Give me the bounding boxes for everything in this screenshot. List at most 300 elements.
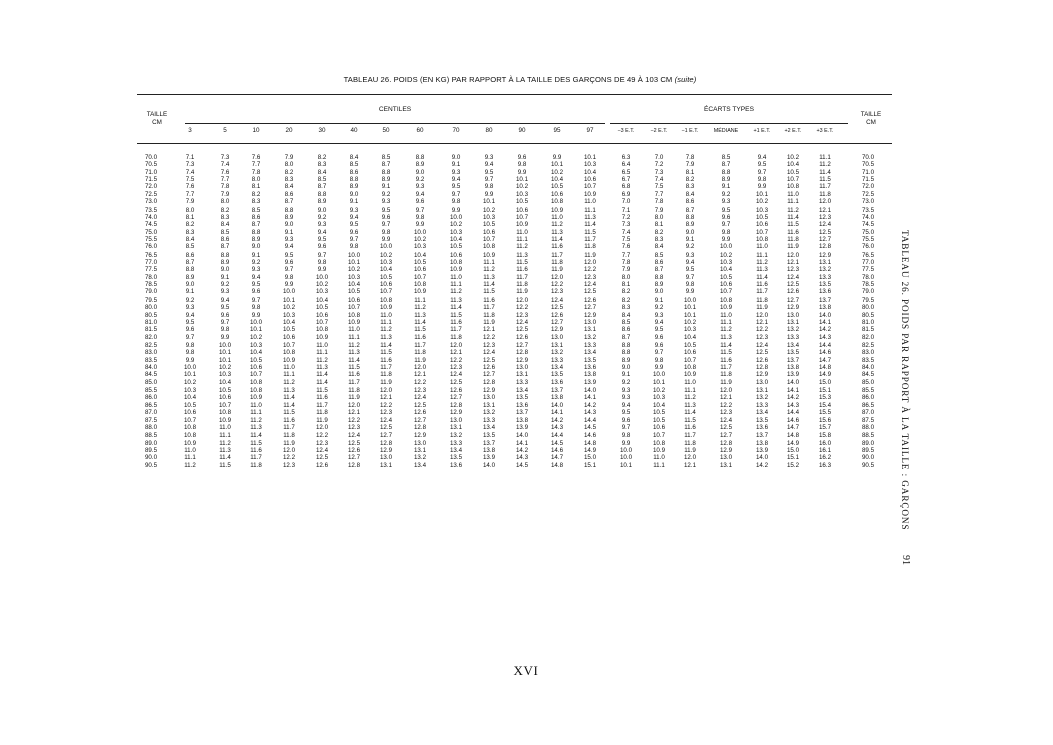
table-cell: 12.8 bbox=[379, 439, 393, 447]
table-cell: 7.7 bbox=[621, 251, 631, 259]
table-cell: 10.5 bbox=[719, 273, 733, 281]
table-cell: 81.0 bbox=[861, 318, 875, 326]
table-cell: 12.6 bbox=[413, 409, 427, 417]
table-cell: 12.9 bbox=[818, 251, 832, 259]
table-cell: 10.9 bbox=[413, 288, 427, 296]
table-cell: 11.8 bbox=[584, 243, 596, 251]
table-cell: 9.9 bbox=[251, 311, 261, 319]
table-cell: 11.9 bbox=[584, 251, 596, 259]
table-cell: 11.3 bbox=[283, 387, 295, 395]
table-cell: 8.6 bbox=[685, 198, 695, 206]
table-cell: 11.7 bbox=[348, 378, 360, 386]
table-cell: 11.5 bbox=[380, 349, 392, 357]
table-cell: 10.8 bbox=[755, 235, 769, 243]
table-cell: 78.5 bbox=[861, 281, 875, 289]
table-cell: 10.2 bbox=[218, 364, 232, 371]
table-cell: 10.3 bbox=[379, 259, 393, 266]
table-cell: 11.5 bbox=[483, 288, 495, 296]
table-cell: 9.7 bbox=[484, 176, 494, 184]
table-cell: 12.7 bbox=[413, 416, 427, 424]
table-cell: 10.8 bbox=[786, 183, 800, 191]
height-column-right bbox=[855, 154, 881, 469]
table-cell: 7.7 bbox=[185, 190, 195, 198]
table-cell: 8.7 bbox=[381, 161, 391, 169]
table-cell: 12.5 bbox=[379, 423, 393, 431]
table-cell: 11.4 bbox=[250, 432, 262, 440]
table-cell: 11.4 bbox=[283, 394, 295, 402]
table-cell: 10.7 bbox=[515, 213, 529, 221]
centile-column bbox=[442, 154, 470, 469]
table-cell: 13.3 bbox=[449, 439, 463, 447]
table-cell: 13.0 bbox=[482, 394, 496, 402]
table-cell: 10.5 bbox=[449, 243, 463, 251]
table-cell: 11.2 bbox=[283, 378, 295, 386]
table-cell: 8.7 bbox=[251, 221, 261, 229]
table-cell: 11.0 bbox=[316, 341, 328, 349]
table-cell: 6.3 bbox=[621, 154, 631, 161]
table-cell: 11.9 bbox=[720, 378, 732, 386]
table-cell: 8.4 bbox=[349, 154, 359, 161]
table-cell: 8.8 bbox=[381, 168, 391, 176]
table-cell: 6.9 bbox=[621, 190, 631, 198]
centiles-underline bbox=[185, 123, 605, 124]
table-cell: 10.6 bbox=[413, 266, 427, 274]
table-cell: 8.0 bbox=[185, 206, 195, 214]
table-cell: 80.5 bbox=[861, 311, 875, 319]
table-cell: 11.0 bbox=[283, 364, 295, 371]
table-cell: 12.3 bbox=[550, 288, 564, 296]
table-cell: 11.6 bbox=[380, 356, 392, 364]
table-cell: 13.1 bbox=[583, 326, 597, 334]
table-cell: 13.2 bbox=[818, 266, 832, 274]
table-cell: 10.9 bbox=[249, 394, 263, 402]
table-cell: 78.5 bbox=[144, 281, 158, 289]
table-cell: 12.4 bbox=[719, 416, 733, 424]
table-cell: 11.6 bbox=[756, 281, 768, 289]
table-cell: 11.3 bbox=[756, 266, 768, 274]
table-cell: 11.2 bbox=[483, 266, 495, 274]
table-cell: 11.0 bbox=[720, 311, 732, 319]
table-cell: 13.4 bbox=[583, 349, 597, 357]
table-cell: 16.3 bbox=[818, 461, 832, 469]
table-cell: 10.2 bbox=[413, 235, 427, 243]
table-cell: 12.0 bbox=[719, 387, 733, 395]
table-cell: 9.5 bbox=[220, 304, 230, 312]
table-cell: 13.5 bbox=[786, 349, 800, 357]
table-cell: 11.9 bbox=[551, 266, 563, 274]
table-cell: 8.1 bbox=[185, 213, 195, 221]
table-cell: 10.2 bbox=[449, 221, 463, 229]
table-cell: 76.5 bbox=[861, 251, 875, 259]
table-cell: 11.0 bbox=[684, 378, 696, 386]
table-cell: 13.0 bbox=[719, 454, 733, 462]
table-cell: 9.2 bbox=[317, 213, 327, 221]
table-cell: 8.2 bbox=[251, 190, 261, 198]
table-cell: 13.2 bbox=[413, 454, 427, 462]
table-cell: 9.1 bbox=[721, 183, 731, 191]
centile-column bbox=[372, 154, 400, 469]
table-cell: 12.2 bbox=[583, 266, 597, 274]
table-cell: 7.0 bbox=[621, 198, 631, 206]
table-cell: 9.0 bbox=[317, 206, 327, 214]
table-cell: 7.8 bbox=[654, 198, 664, 206]
table-cell: 7.5 bbox=[185, 176, 195, 184]
table-cell: 8.5 bbox=[220, 228, 230, 236]
table-cell: 13.1 bbox=[818, 259, 832, 266]
table-cell: 12.0 bbox=[449, 341, 463, 349]
table-cell: 11.7 bbox=[551, 251, 563, 259]
table-cell: 9.8 bbox=[451, 198, 461, 206]
taille-header-right: TAILLE CM bbox=[860, 111, 882, 126]
table-cell: 9.7 bbox=[185, 333, 195, 341]
table-cell: 13.2 bbox=[482, 409, 496, 417]
table-cell: 9.9 bbox=[517, 168, 527, 176]
centile-column bbox=[406, 154, 434, 469]
table-cell: 9.6 bbox=[621, 416, 631, 424]
table-cell: 10.7 bbox=[379, 288, 393, 296]
table-cell: 9.7 bbox=[415, 206, 425, 214]
table-cell: 9.3 bbox=[721, 198, 731, 206]
centile-column bbox=[242, 154, 270, 469]
table-cell: 8.4 bbox=[685, 190, 695, 198]
table-cell: 73.5 bbox=[144, 206, 158, 214]
table-cell: 11.0 bbox=[250, 401, 262, 409]
table-cell: 8.4 bbox=[185, 235, 195, 243]
table-cell: 10.4 bbox=[249, 349, 263, 357]
table-cell: 10.5 bbox=[652, 409, 666, 417]
table-cell: 8.8 bbox=[685, 213, 695, 221]
centile-column bbox=[340, 154, 368, 469]
table-cell: 11.4 bbox=[450, 304, 462, 312]
table-cell: 8.5 bbox=[317, 176, 327, 184]
table-cell: 8.4 bbox=[654, 243, 664, 251]
table-cell: 13.9 bbox=[786, 371, 800, 379]
table-cell: 9.7 bbox=[220, 318, 230, 326]
table-cell: 72.0 bbox=[861, 183, 875, 191]
table-cell: 13.5 bbox=[583, 356, 597, 364]
table-cell: 14.1 bbox=[515, 439, 529, 447]
table-cell: 12.1 bbox=[683, 461, 697, 469]
table-cell: 11.5 bbox=[516, 259, 528, 266]
table-cell: 10.8 bbox=[282, 349, 296, 357]
table-cell: 13.8 bbox=[818, 304, 832, 312]
table-cell: 9.5 bbox=[685, 266, 695, 274]
table-cell: 12.4 bbox=[755, 341, 769, 349]
table-cell: 10.6 bbox=[315, 311, 329, 319]
table-cell: 9.6 bbox=[185, 326, 195, 334]
table-cell: 12.8 bbox=[449, 401, 463, 409]
table-cell: 11.3 bbox=[250, 423, 262, 431]
table-cell: 10.2 bbox=[379, 251, 393, 259]
table-cell: 12.6 bbox=[515, 333, 529, 341]
centile-column bbox=[308, 154, 336, 469]
table-cell: 13.3 bbox=[515, 378, 529, 386]
table-cell: 12.1 bbox=[719, 394, 733, 402]
table-cell: 10.0 bbox=[347, 251, 361, 259]
table-cell: 12.1 bbox=[755, 318, 769, 326]
table-cell: 12.5 bbox=[818, 228, 832, 236]
table-cell: 7.4 bbox=[185, 168, 195, 176]
table-cell: 12.4 bbox=[550, 296, 564, 304]
table-cell: 9.3 bbox=[415, 183, 425, 191]
centiles-column-header: 97 bbox=[586, 127, 594, 134]
table-cell: 11.8 bbox=[516, 281, 528, 289]
table-cell: 13.5 bbox=[818, 281, 832, 289]
sd-column bbox=[712, 154, 740, 469]
table-cell: 11.4 bbox=[414, 318, 426, 326]
table-cell: 11.6 bbox=[283, 416, 295, 424]
table-cell: 10.1 bbox=[619, 461, 633, 469]
table-cell: 9.1 bbox=[621, 371, 631, 379]
table-cell: 10.2 bbox=[550, 168, 564, 176]
table-cell: 10.7 bbox=[249, 371, 263, 379]
table-cell: 9.8 bbox=[721, 228, 731, 236]
table-cell: 12.7 bbox=[550, 318, 564, 326]
table-cell: 10.5 bbox=[183, 401, 197, 409]
table-cell: 13.3 bbox=[818, 273, 832, 281]
table-cell: 8.8 bbox=[621, 341, 631, 349]
table-cell: 13.5 bbox=[449, 454, 463, 462]
table-cell: 79.5 bbox=[144, 296, 158, 304]
table-cell: 11.7 bbox=[414, 341, 426, 349]
table-cell: 10.5 bbox=[347, 288, 361, 296]
table-cell: 10.3 bbox=[515, 190, 529, 198]
table-cell: 6.8 bbox=[621, 183, 631, 191]
table-cell: 9.4 bbox=[220, 296, 230, 304]
table-cell: 12.6 bbox=[550, 311, 564, 319]
table-cell: 11.5 bbox=[316, 387, 328, 395]
table-cell: 12.9 bbox=[786, 304, 800, 312]
table-cell: 9.4 bbox=[415, 190, 425, 198]
table-cell: 9.9 bbox=[220, 333, 230, 341]
table-cell: 10.9 bbox=[515, 221, 529, 229]
table-cell: 9.3 bbox=[654, 311, 664, 319]
table-cell: 12.5 bbox=[482, 356, 496, 364]
table-cell: 7.1 bbox=[185, 154, 195, 161]
side-running-title: TABLEAU 26. POIDS PAR RAPPORT À LA TAILLE : GARÇONS bbox=[900, 230, 910, 531]
table-cell: 10.0 bbox=[619, 454, 633, 462]
table-cell: 13.0 bbox=[515, 364, 529, 371]
table-cell: 12.5 bbox=[755, 349, 769, 357]
table-cell: 13.4 bbox=[413, 461, 427, 469]
table-cell: 11.8 bbox=[819, 190, 831, 198]
table-cell: 12.3 bbox=[755, 333, 769, 341]
table-cell: 13.0 bbox=[379, 454, 393, 462]
height-column-left bbox=[138, 154, 164, 469]
table-cell: 10.4 bbox=[583, 168, 597, 176]
table-cell: 10.1 bbox=[683, 311, 697, 319]
table-cell: 12.4 bbox=[379, 416, 393, 424]
table-cell: 90.0 bbox=[144, 454, 158, 462]
table-cell: 11.0 bbox=[551, 213, 563, 221]
table-cell: 11.7 bbox=[819, 183, 831, 191]
table-cell: 13.0 bbox=[755, 378, 769, 386]
centiles-column-header: 90 bbox=[518, 127, 526, 134]
table-cell: 9.7 bbox=[757, 168, 767, 176]
table-cell: 10.0 bbox=[218, 341, 232, 349]
table-cell: 8.9 bbox=[415, 161, 425, 169]
table-cell: 9.8 bbox=[621, 432, 631, 440]
table-cell: 12.3 bbox=[315, 439, 329, 447]
table-cell: 12.8 bbox=[818, 243, 832, 251]
table-cell: 9.1 bbox=[451, 161, 461, 169]
table-cell: 13.3 bbox=[786, 333, 800, 341]
table-cell: 8.3 bbox=[621, 304, 631, 312]
table-cell: 8.4 bbox=[220, 221, 230, 229]
table-cell: 9.9 bbox=[484, 190, 494, 198]
table-cell: 11.2 bbox=[380, 326, 392, 334]
table-cell: 12.0 bbox=[282, 446, 296, 454]
table-cell: 7.4 bbox=[220, 161, 230, 169]
table-cell: 10.9 bbox=[379, 304, 393, 312]
sd-column bbox=[748, 154, 776, 469]
table-cell: 11.6 bbox=[720, 356, 732, 364]
table-cell: 9.9 bbox=[451, 206, 461, 214]
table-cell: 11.7 bbox=[720, 364, 732, 371]
table-cell: 10.2 bbox=[315, 281, 329, 289]
table-cell: 10.0 bbox=[183, 364, 197, 371]
table-cell: 13.2 bbox=[755, 394, 769, 402]
table-cell: 6.5 bbox=[621, 168, 631, 176]
table-cell: 9.8 bbox=[484, 183, 494, 191]
table-cell: 11.7 bbox=[584, 235, 596, 243]
table-cell: 10.9 bbox=[550, 206, 564, 214]
table-cell: 75.0 bbox=[861, 228, 875, 236]
table-cell: 14.9 bbox=[818, 371, 832, 379]
table-cell: 11.8 bbox=[250, 461, 262, 469]
table-cell: 14.6 bbox=[786, 416, 800, 424]
table-cell: 13.9 bbox=[755, 446, 769, 454]
table-cell: 10.2 bbox=[347, 266, 361, 274]
table-cell: 10.4 bbox=[719, 266, 733, 274]
table-cell: 84.0 bbox=[861, 364, 875, 371]
table-cell: 11.2 bbox=[684, 394, 696, 402]
table-cell: 11.0 bbox=[584, 198, 596, 206]
table-cell: 82.5 bbox=[861, 341, 875, 349]
table-cell: 75.5 bbox=[144, 235, 158, 243]
table-cell: 11.9 bbox=[756, 304, 768, 312]
table-cell: 77.0 bbox=[144, 259, 158, 266]
sd-column bbox=[811, 154, 839, 469]
table-cell: 12.7 bbox=[379, 432, 393, 440]
table-cell: 9.9 bbox=[621, 439, 631, 447]
table-cell: 10.5 bbox=[755, 213, 769, 221]
table-cell: 9.2 bbox=[721, 190, 731, 198]
table-cell: 11.8 bbox=[450, 333, 462, 341]
sd-column-header: +3 E.T. bbox=[816, 128, 834, 134]
table-cell: 12.2 bbox=[413, 378, 427, 386]
table-cell: 10.2 bbox=[719, 251, 733, 259]
table-cell: 11.5 bbox=[219, 461, 231, 469]
table-cell: 10.7 bbox=[347, 304, 361, 312]
table-cell: 12.8 bbox=[482, 378, 496, 386]
table-cell: 6.7 bbox=[621, 176, 631, 184]
table-cell: 8.9 bbox=[251, 235, 261, 243]
table-cell: 10.1 bbox=[583, 154, 597, 161]
centiles-column-header: 40 bbox=[350, 127, 358, 134]
table-cell: 14.0 bbox=[515, 432, 529, 440]
table-cell: 8.9 bbox=[185, 273, 195, 281]
table-cell: 88.0 bbox=[144, 423, 158, 431]
table-cell: 9.8 bbox=[251, 304, 261, 312]
table-cell: 10.0 bbox=[249, 318, 263, 326]
table-cell: 10.2 bbox=[249, 333, 263, 341]
table-cell: 14.1 bbox=[550, 409, 564, 417]
table-cell: 10.7 bbox=[683, 356, 697, 364]
table-cell: 9.6 bbox=[317, 243, 327, 251]
table-cell: 10.1 bbox=[218, 356, 232, 364]
table-cell: 9.2 bbox=[621, 378, 631, 386]
table-cell: 84.5 bbox=[861, 371, 875, 379]
table-cell: 12.3 bbox=[413, 387, 427, 395]
table-cell: 10.8 bbox=[449, 259, 463, 266]
table-cell: 11.5 bbox=[720, 349, 732, 357]
table-cell: 10.6 bbox=[755, 221, 769, 229]
centile-column bbox=[176, 154, 204, 469]
table-cell: 8.9 bbox=[284, 213, 294, 221]
table-cell: 9.4 bbox=[484, 161, 494, 169]
table-cell: 10.1 bbox=[550, 161, 564, 169]
table-cell: 83.5 bbox=[144, 356, 158, 364]
table-cell: 10.3 bbox=[218, 371, 232, 379]
table-cell: 15.0 bbox=[786, 446, 800, 454]
table-cell: 11.7 bbox=[483, 304, 495, 312]
table-cell: 11.4 bbox=[348, 356, 360, 364]
table-cell: 8.8 bbox=[654, 273, 664, 281]
table-cell: 10.3 bbox=[183, 387, 197, 395]
table-cell: 12.2 bbox=[282, 454, 296, 462]
table-cell: 9.9 bbox=[654, 364, 664, 371]
table-cell: 11.2 bbox=[551, 221, 563, 229]
table-cell: 10.1 bbox=[282, 296, 296, 304]
table-cell: 11.6 bbox=[348, 371, 360, 379]
table-cell: 9.0 bbox=[685, 228, 695, 236]
table-cell: 9.7 bbox=[349, 235, 359, 243]
table-cell: 9.8 bbox=[517, 161, 527, 169]
table-cell: 11.3 bbox=[380, 333, 392, 341]
table-cell: 9.1 bbox=[654, 296, 664, 304]
table-cell: 8.2 bbox=[621, 296, 631, 304]
table-cell: 11.0 bbox=[450, 273, 462, 281]
table-cell: 14.5 bbox=[550, 439, 564, 447]
table-cell: 13.8 bbox=[755, 439, 769, 447]
table-cell: 9.7 bbox=[381, 221, 391, 229]
table-cell: 12.5 bbox=[786, 281, 800, 289]
table-cell: 14.8 bbox=[818, 364, 832, 371]
table-cell: 13.1 bbox=[379, 461, 393, 469]
table-cell: 11.7 bbox=[684, 432, 696, 440]
table-cell: 78.0 bbox=[861, 273, 875, 281]
table-cell: 7.4 bbox=[621, 228, 631, 236]
table-cell: 72.5 bbox=[861, 190, 875, 198]
table-cell: 11.3 bbox=[551, 228, 563, 236]
table-cell: 12.2 bbox=[719, 401, 733, 409]
table-cell: 11.4 bbox=[219, 454, 231, 462]
table-cell: 10.9 bbox=[282, 356, 296, 364]
table-cell: 9.4 bbox=[185, 311, 195, 319]
centile-column bbox=[275, 154, 303, 469]
table-cell: 10.7 bbox=[652, 432, 666, 440]
table-title-suffix: (suite) bbox=[674, 75, 697, 84]
table-cell: 13.9 bbox=[482, 454, 496, 462]
table-cell: 9.5 bbox=[349, 221, 359, 229]
table-cell: 88.0 bbox=[861, 423, 875, 431]
table-cell: 12.8 bbox=[347, 461, 361, 469]
table-cell: 9.7 bbox=[721, 221, 731, 229]
centiles-column-header: 20 bbox=[285, 127, 293, 134]
table-cell: 12.2 bbox=[379, 401, 393, 409]
table-cell: 11.1 bbox=[250, 409, 262, 417]
